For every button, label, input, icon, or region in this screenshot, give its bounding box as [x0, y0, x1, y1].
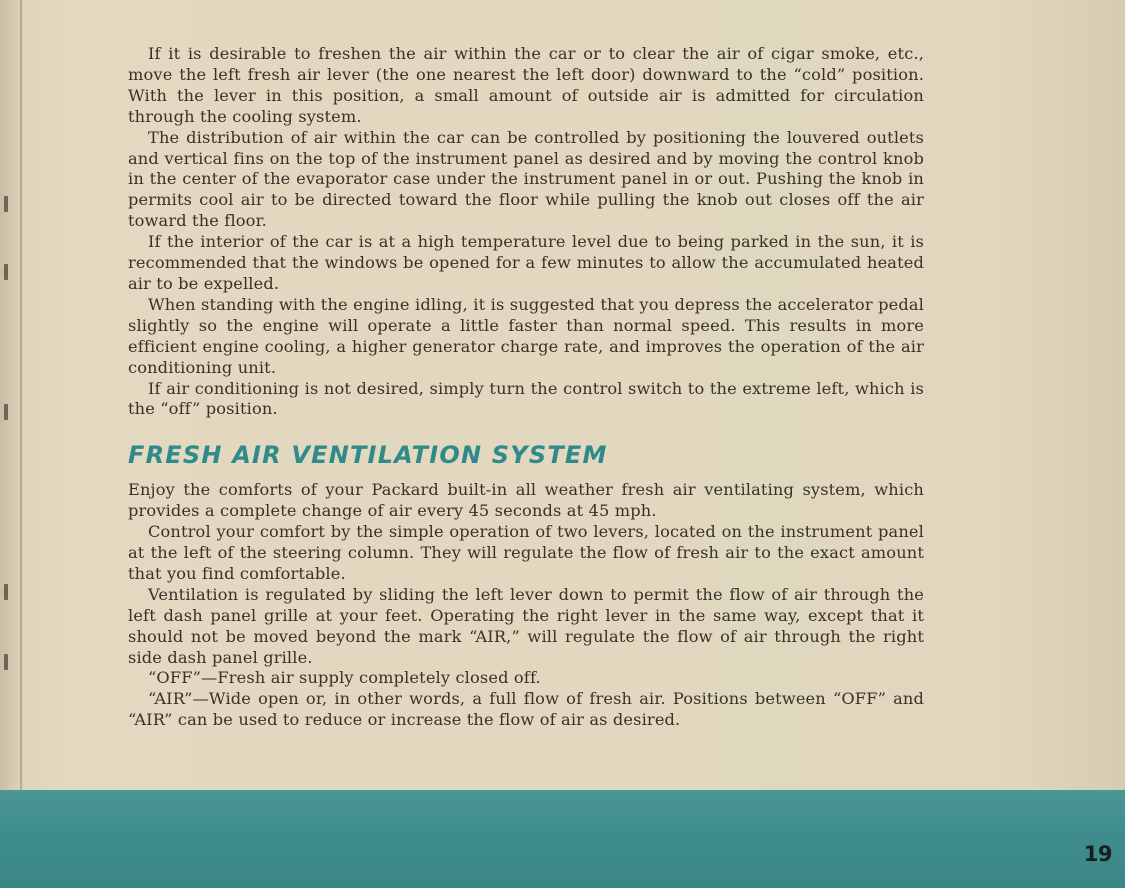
page-content	[128, 44, 924, 731]
paragraph: Enjoy the comforts of your Packard built-in all weather fresh air ventilating system, which provides a complete change of air every 45 seconds at 45 mph.	[128, 480, 924, 521]
paragraph: Ventilation is regulated by sliding the left lever down to permit the flow of air through the left dash panel grille at your feet. Operating the right lever in the same way, except that it should not be moved beyond the mark “AIR,” will regulate the flow of air through the right side dash panel grille.	[128, 584, 924, 667]
paragraph: If it is desirable to freshen the air within the car or to clear the air of cigar smoke, etc., move the left fresh air lever (the one nearest the left door) downward to the “cold” position. With the lever in this position, a small amount of outside air is admitted for circulation through the cooling system.	[128, 44, 924, 126]
binding-mark	[4, 584, 8, 600]
section-heading: FRESH AIR VENTILATION SYSTEM	[128, 441, 608, 470]
paragraph: “AIR”—Wide open or, in other words, a full flow of fresh air. Positions between “OFF” and “AIR” can be used to reduce or increase the flow of air as desired.	[128, 689, 924, 730]
binding-mark	[4, 264, 8, 280]
binding-staple-marks	[0, 0, 24, 790]
binding-mark	[4, 654, 8, 670]
ventilation-text	[128, 480, 924, 731]
binding-mark	[4, 404, 8, 420]
footer-band	[0, 790, 1125, 888]
paragraph: “OFF”—Fresh air supply completely closed off.	[148, 668, 541, 688]
binding-mark	[4, 196, 8, 212]
paragraph: Control your comfort by the simple operation of two levers, located on the instrument panel at the left of the steering column. They will regulate the flow of fresh air to the exact amount that you find comfortable.	[128, 522, 924, 583]
paragraph: If the interior of the car is at a high temperature level due to being parked in the sun, it is recommended that the windows be opened for a few minutes to allow the accumulated heated air to be expelled.	[128, 232, 924, 293]
air-conditioning-text	[128, 44, 924, 420]
paragraph: The distribution of air within the car can be controlled by positioning the louvered outlets and vertical fins on the top of the instrument panel as desired and by moving the control knob in the center of the evaporator case under the instrument panel in or out. Pushing the knob in permits cool air to be directed toward the floor while pulling the knob out closes off the air toward the floor.	[128, 127, 924, 231]
page-number: 19	[1083, 842, 1112, 866]
paragraph: When standing with the engine idling, it is suggested that you depress the accelerator pedal slightly so the engine will operate a little faster than normal speed. This results in more efficient engine cooling, a higher generator charge rate, and improves the operation of the air conditioning unit.	[128, 294, 924, 377]
paragraph: If air conditioning is not desired, simply turn the control switch to the extreme left, which is the “off” position.	[128, 378, 924, 419]
